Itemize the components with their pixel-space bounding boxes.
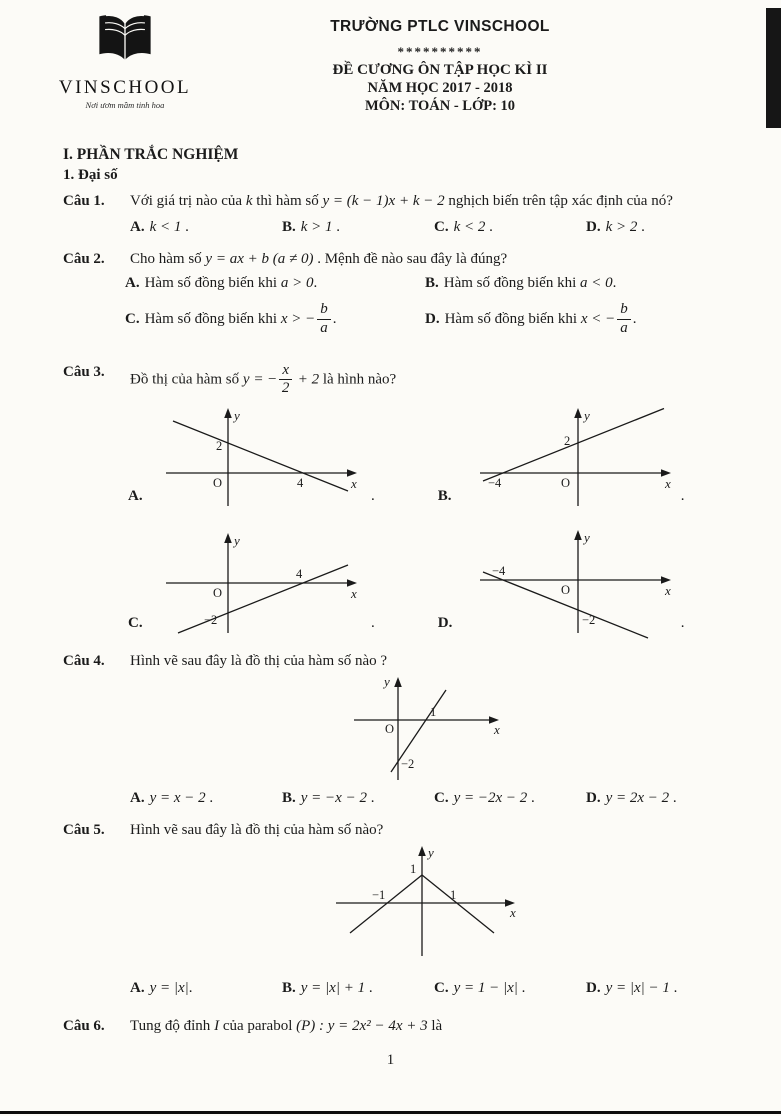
question-3-option-c: C.: [128, 615, 143, 631]
question-2: [63, 250, 739, 268]
y-axis-arrow: [418, 846, 426, 856]
origin-label: O: [385, 722, 395, 736]
y-axis-arrow: [394, 677, 402, 687]
question-3-figures-row-1: [128, 403, 739, 513]
document-title: ĐỀ CƯƠNG ÔN TẬP HỌC KÌ II: [332, 62, 548, 78]
y-axis-label: y: [428, 845, 434, 860]
figure-3c: [158, 528, 368, 640]
question-1: [63, 192, 739, 210]
x-intercept-label: −4: [487, 476, 502, 490]
logo-tagline: Nơi ươm mầm tinh hoa: [85, 100, 165, 110]
section-heading: I. PHẦN TRẮC NGHIỆM: [63, 146, 239, 163]
peak-label: 1: [410, 862, 417, 876]
question-5-option-d: D. y = |x| − 1 .: [586, 980, 678, 996]
question-5-option-b: B. y = |x| + 1 .: [282, 980, 373, 996]
question-4-figure-row: [346, 672, 739, 787]
y-axis-arrow: [224, 408, 232, 418]
y-axis-label: y: [234, 533, 240, 548]
line-graph: [483, 409, 664, 482]
question-3: [63, 363, 739, 398]
stars-divider: **********: [397, 44, 483, 59]
x-axis-label: x: [664, 476, 671, 491]
question-1-option-d: D. k > 2 .: [586, 219, 645, 235]
x-axis-label: x: [351, 586, 357, 601]
y-axis-arrow: [224, 533, 232, 543]
x-axis-label: x: [494, 722, 500, 737]
figure-3d-period: .: [680, 615, 685, 631]
y-axis-label: y: [384, 674, 390, 689]
x-intercept-label: 1: [430, 705, 437, 719]
x-axis-label: x: [351, 476, 357, 491]
y-intercept-label: 2: [216, 439, 223, 453]
question-1-text: Với giá trị nào của k thì hàm số y = (k − 1)x + k − 2 nghịch biến trên tập xác định của nó?: [130, 193, 673, 209]
y-intercept-label: 2: [563, 434, 570, 448]
question-2-option-d: D. Hàm số đồng biến khi x < − $\frac{b}{a}$ .: [425, 301, 637, 336]
question-3-text: Đồ thị của hàm số y = − $\frac{x}{2}$ + 2 là hình nào?: [130, 361, 397, 397]
question-1-option-c: C. k < 2 .: [434, 219, 493, 235]
figure-3b-cell: [438, 403, 685, 513]
question-5-figure-row: [322, 841, 739, 963]
question-5-label: Câu 5.: [63, 822, 105, 838]
school-name: TRƯỜNG PTLC VINSCHOOL: [330, 18, 550, 35]
origin-label: O: [213, 586, 223, 600]
y-intercept-label: −2: [401, 757, 415, 771]
question-2-text: Cho hàm số y = ax + b (a ≠ 0) . Mệnh đề nào sau đây là đúng?: [130, 251, 508, 267]
line-graph: [391, 690, 446, 772]
question-4: [63, 652, 739, 670]
question-3-label: Câu 3.: [63, 363, 105, 380]
question-1-options: [130, 218, 739, 236]
question-2-label: Câu 2.: [63, 251, 105, 267]
figure-3a: [158, 403, 368, 513]
question-5: [63, 821, 739, 839]
question-1-label: Câu 1.: [63, 193, 105, 209]
question-5-options: [130, 979, 739, 997]
y-axis-label: y: [234, 408, 240, 423]
y-axis-label: y: [583, 530, 590, 545]
question-1-option-a: A. k < 1 .: [130, 219, 189, 235]
x-intercept-label: −4: [491, 564, 506, 578]
right-intercept-label: 1: [450, 888, 457, 902]
y-intercept-label: −2: [581, 613, 596, 627]
y-axis-arrow: [574, 530, 582, 540]
y-intercept-label: −2: [204, 613, 218, 627]
question-5-text: Hình vẽ sau đây là đồ thị của hàm số nào?: [130, 822, 384, 838]
x-axis-label: x: [664, 583, 671, 598]
figure-3b: [468, 403, 678, 513]
question-2-options-row-1: [125, 274, 739, 292]
figure-5: [322, 841, 522, 963]
figure-3a-cell: [128, 403, 375, 513]
question-3-option-b: B.: [437, 488, 452, 504]
figure-3b-period: .: [680, 488, 685, 504]
origin-label: O: [560, 476, 570, 490]
question-4-options: [130, 789, 739, 807]
origin-label: O: [213, 476, 223, 490]
question-4-option-d: D. y = 2x − 2 .: [586, 790, 677, 806]
question-4-text: Hình vẽ sau đây là đồ thị của hàm số nào ?: [130, 653, 388, 669]
figure-3a-period: .: [371, 488, 375, 504]
left-branch-line: [350, 875, 422, 933]
question-2-option-c: C. Hàm số đồng biến khi x > − $\frac{b}{a}$ .: [125, 301, 337, 336]
question-3-option-d: D.: [437, 615, 453, 631]
page-number: 1: [386, 1052, 395, 1068]
subsection-heading: 1. Đại số: [63, 167, 118, 183]
question-4-label: Câu 4.: [63, 653, 105, 669]
subject-line: MÔN: TOÁN - LỚP: 10: [364, 98, 516, 114]
figure-3d: [468, 525, 678, 640]
x-intercept-label: 4: [296, 567, 303, 581]
question-5-option-c: C. y = 1 − |x| .: [434, 980, 526, 996]
question-6-text: Tung độ đỉnh I của parabol (P) : y = 2x² − 4x + 3 là: [130, 1018, 443, 1034]
question-4-option-a: A. y = x − 2 .: [130, 790, 214, 806]
question-6: [63, 1017, 739, 1035]
question-2-option-a: A. Hàm số đồng biến khi a > 0.: [125, 275, 318, 291]
x-intercept-label: 4: [297, 476, 304, 490]
y-axis-label: y: [583, 408, 590, 423]
left-intercept-label: −1: [372, 888, 386, 902]
line-graph: [483, 572, 648, 638]
question-1-option-b: B. k > 1 .: [282, 219, 341, 235]
logo-name: VINSCHOOL: [58, 77, 192, 98]
question-4-option-b: B. y = −x − 2 .: [282, 790, 375, 806]
line-graph: [173, 421, 348, 491]
question-3-figures-row-2: [128, 525, 739, 640]
question-2-options-row-2: [125, 302, 739, 337]
x-axis-label: x: [510, 905, 516, 920]
question-4-option-c: C. y = −2x − 2 .: [434, 790, 535, 806]
origin-label: O: [560, 583, 570, 597]
y-axis-arrow: [574, 408, 582, 418]
figure-3c-cell: [128, 528, 375, 640]
question-2-option-b: B. Hàm số đồng biến khi a < 0.: [425, 275, 617, 291]
question-3-option-a: A.: [128, 488, 143, 504]
school-year: NĂM HỌC 2017 - 2018: [367, 80, 513, 96]
question-6-label: Câu 6.: [63, 1018, 105, 1034]
figure-3d-cell: [438, 525, 685, 640]
question-5-option-a: A. y = |x|.: [130, 980, 193, 996]
figure-3c-period: .: [371, 615, 375, 631]
figure-4: [346, 672, 506, 787]
scan-artifact-bottom: [0, 1111, 781, 1114]
right-branch-line: [422, 875, 494, 933]
